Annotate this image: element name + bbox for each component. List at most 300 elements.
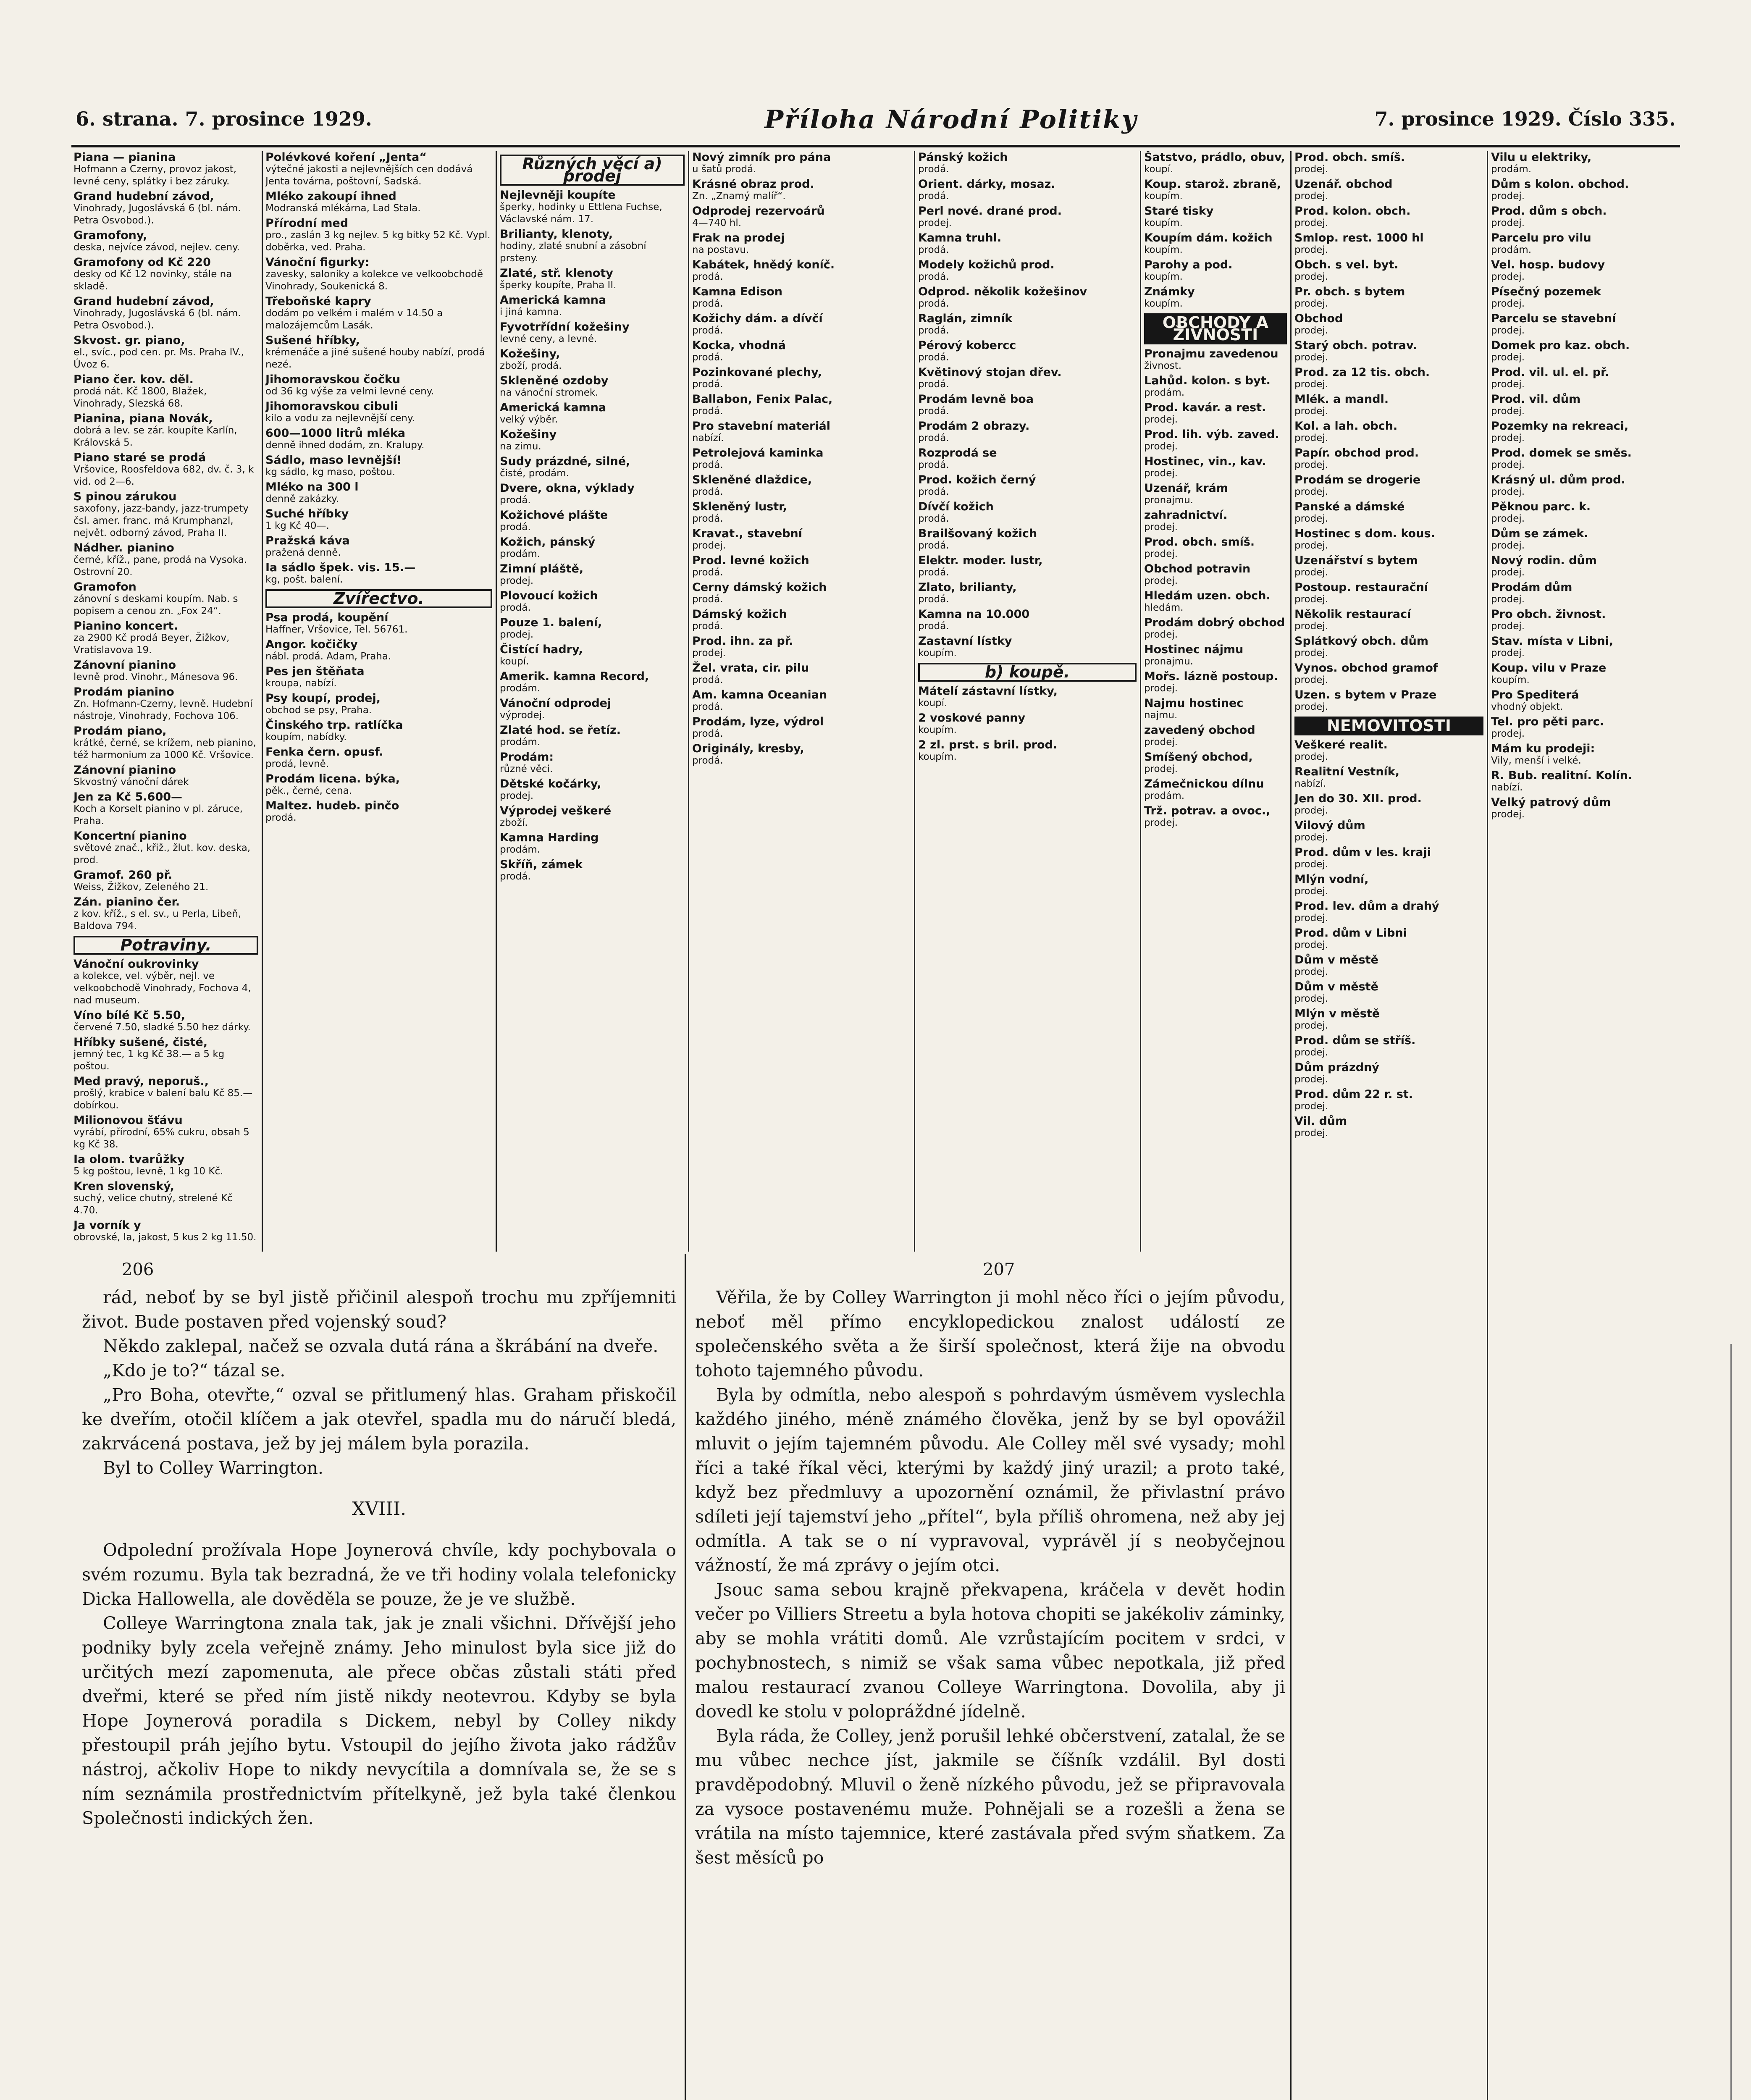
ad-body: prodej. xyxy=(1294,379,1328,390)
ad-heading: Hledám uzen. obch. xyxy=(1144,589,1271,602)
ad-heading: Pro Spediterá xyxy=(1491,688,1579,701)
ad-heading: Cerny dámský kožich xyxy=(692,581,827,594)
classified-ad xyxy=(918,178,1137,202)
story-paragraph: rád, neboť by se byl jistě přičinil alespoň trochu mu zpříjemniti život. Bude postaven před vojenský soud? xyxy=(82,1287,676,1332)
classified-ad xyxy=(1144,232,1287,256)
page-number-right: 207 xyxy=(983,1260,1015,1279)
story-paragraph: Věřila, že by Colley Warrington ji mohl něco říci o jejím původu, neboť měl přímo encyklopedickou znalost událostí ze společenského světa a že širší společnost, která žije na obvodu tohoto tajemného původu. xyxy=(695,1287,1285,1381)
classified-ad xyxy=(1294,232,1483,256)
ad-body: levně prod. Vinohr., Mánesova 96. xyxy=(74,672,238,682)
ad-heading: Kamna na 10.000 xyxy=(918,608,1030,621)
ad-heading: Piano čer. kov. děl. xyxy=(74,373,194,386)
ad-heading: Hříbky sušené, čisté, xyxy=(74,1036,208,1049)
header-date-left: 6. strana. 7. prosince 1929. xyxy=(76,108,372,130)
classified-ad xyxy=(500,563,685,587)
ad-body: kg, pošt. balení. xyxy=(265,574,343,585)
classified-ad xyxy=(1144,590,1287,614)
classified-ad xyxy=(74,1036,258,1073)
ad-body: prodej. xyxy=(1144,468,1178,479)
classified-ad xyxy=(692,393,911,417)
ad-heading: Mám ku prodeji: xyxy=(1491,742,1595,755)
classified-ad xyxy=(1294,766,1483,790)
classified-ad xyxy=(1144,643,1287,668)
classified-ad xyxy=(500,294,685,318)
ad-body: prodá. xyxy=(692,406,723,417)
classified-ad xyxy=(500,697,685,722)
ad-body: prodej. xyxy=(1491,325,1525,336)
classifieds-column-2 xyxy=(265,151,492,1252)
ad-body: pronajmu. xyxy=(1144,495,1193,506)
ad-body: prodej. xyxy=(1144,817,1178,828)
classified-ad xyxy=(74,1180,258,1217)
ad-body: dodám po velkém i malém v 14.50 a malozájemcům Lasák. xyxy=(265,308,443,331)
classified-ad xyxy=(1294,501,1483,525)
page-header xyxy=(71,105,1680,147)
ad-heading: Milionovou šťávu xyxy=(74,1114,183,1127)
ad-body: prodej. xyxy=(1294,1074,1328,1085)
classified-ad xyxy=(265,719,492,743)
ad-body: koupím, nabídky. xyxy=(265,732,347,743)
ad-body: prodá. xyxy=(918,594,949,605)
classified-ad xyxy=(500,536,685,560)
classified-ad xyxy=(1491,716,1676,740)
ad-heading: Med pravý, neporuš., xyxy=(74,1075,209,1088)
ad-body: prodej. xyxy=(1294,913,1328,924)
ad-body: na zimu. xyxy=(500,441,541,452)
classified-ad xyxy=(1491,474,1676,498)
ad-heading: Čistící hadry, xyxy=(500,643,583,656)
classified-ad xyxy=(1294,205,1483,229)
ad-heading: Panské a dámské xyxy=(1294,500,1405,513)
ad-heading: Pánský kožich xyxy=(918,151,1008,164)
ad-heading: Dům se zámek. xyxy=(1491,527,1588,540)
ad-body: el., svíc., pod cen. pr. Ms. Praha IV., Úvoz 6. xyxy=(74,347,244,370)
ad-body: prodá. xyxy=(918,406,949,417)
classified-ad xyxy=(1491,286,1676,310)
ad-body: prodá. xyxy=(918,271,949,282)
ad-heading: Splátkový obch. dům xyxy=(1294,635,1428,648)
ad-body: krémenáče a jiné sušené houby nabízí, prodá nezé. xyxy=(265,347,485,370)
classified-ad xyxy=(500,321,685,345)
section-heading: Různých věcí a) prodej xyxy=(500,155,685,186)
ad-body: zboží. xyxy=(500,817,528,828)
ad-body: prodej. xyxy=(1294,218,1328,228)
classified-ad xyxy=(1144,348,1287,372)
ad-body: prodá. xyxy=(692,701,723,712)
column-divider xyxy=(688,151,689,1252)
classified-ad xyxy=(74,334,258,371)
ad-heading: Odprodej rezervoárů xyxy=(692,205,825,218)
classified-ad xyxy=(1491,178,1676,202)
classified-ad xyxy=(74,725,258,761)
classified-ad xyxy=(1144,205,1287,229)
ad-heading: Gramofony, xyxy=(74,229,147,242)
ad-heading: Květinový stojan dřev. xyxy=(918,366,1062,379)
ad-heading: Prod. vil. dům xyxy=(1491,393,1581,406)
ad-heading: Uzenářství s bytem xyxy=(1294,554,1418,567)
classified-ad xyxy=(1294,900,1483,924)
ad-body: koupím. xyxy=(918,648,957,659)
ad-body: prodá. xyxy=(918,352,949,363)
ad-body: Modranská mlékárna, Lad Stala. xyxy=(265,203,421,214)
ad-body: prodá nát. Kč 1800, Blažek, Vinohrady, Slezská 68. xyxy=(74,386,207,409)
section-heading: Potraviny. xyxy=(74,936,258,955)
classified-ad xyxy=(265,612,492,636)
classified-ad xyxy=(500,724,685,748)
ad-heading: zavedený obchod xyxy=(1144,724,1255,737)
ad-heading: Ia olom. tvarůžky xyxy=(74,1153,185,1166)
ad-heading: Vánoční oukrovinky xyxy=(74,958,199,971)
header-date-right: 7. prosince 1929. Číslo 335. xyxy=(1374,108,1676,130)
ad-heading: Originály, kresby, xyxy=(692,742,804,755)
column-divider xyxy=(914,151,915,1252)
ad-body: dobrá a lev. se zár. koupíte Karlín, Královská 5. xyxy=(74,425,237,448)
classified-ad xyxy=(265,454,492,478)
ad-heading: Víno bílé Kč 5.50, xyxy=(74,1009,186,1022)
ad-heading: Uzen. s bytem v Praze xyxy=(1294,688,1437,701)
ad-body: prodej. xyxy=(1491,567,1525,578)
ad-heading: Am. kamna Oceanian xyxy=(692,688,827,701)
classified-ad xyxy=(74,1219,258,1244)
ad-body: pěk., černé, cena. xyxy=(265,785,352,796)
ad-heading: Tel. pro pěti parc. xyxy=(1491,715,1604,728)
ad-heading: Modely kožichů prod. xyxy=(918,258,1055,271)
classifieds-column-3 xyxy=(500,151,685,1252)
ad-body: prodá. xyxy=(500,871,531,882)
classified-ad xyxy=(1144,563,1287,587)
ad-body: prodej. xyxy=(1144,683,1178,694)
ad-heading: Zlato, brilianty, xyxy=(918,581,1017,594)
classified-ad xyxy=(918,447,1137,471)
ad-heading: Vilu u elektriky, xyxy=(1491,151,1592,164)
ad-body: živnost. xyxy=(1144,360,1182,371)
classified-ad xyxy=(1144,536,1287,560)
classified-ad xyxy=(1294,927,1483,951)
ad-body: prodá. xyxy=(692,755,723,766)
story-paragraph: Odpolední prožívala Hope Joynerová chvíle, kdy pochybovala o svém rozumu. Byla tak bezradná, že ve tři hodiny volala telefonicky Dicka Hallowella, ale dověděla se pouze, že je ve službě. xyxy=(82,1540,676,1609)
classified-ad xyxy=(1491,689,1676,713)
ad-body: prodej. xyxy=(1491,352,1525,363)
classified-ad xyxy=(1294,259,1483,283)
ad-heading: Prod. levné kožich xyxy=(692,554,809,567)
ad-body: prodá. xyxy=(692,594,723,605)
ad-heading: Mléko zakoupí ihned xyxy=(265,190,396,203)
classified-ad xyxy=(692,474,911,498)
ad-body: prodá. xyxy=(692,728,723,739)
ad-body: prodám. xyxy=(500,683,541,694)
classified-ad xyxy=(1294,819,1483,844)
classified-ad xyxy=(1294,1061,1483,1086)
classified-ad xyxy=(918,339,1137,364)
ad-heading: Fenka čern. opusf. xyxy=(265,746,383,759)
classified-ad xyxy=(1491,662,1676,686)
ad-heading: Kožešiny xyxy=(500,428,557,441)
classified-ad xyxy=(265,481,492,505)
ad-heading: Jihomoravskou cibuli xyxy=(265,400,398,413)
ad-body: za 2900 Kč prodá Beyer, Žižkov, Vratislavova 19. xyxy=(74,633,230,656)
ad-heading: Dívčí kožich xyxy=(918,500,994,513)
classified-ad xyxy=(500,617,685,641)
ad-body: prodej. xyxy=(1294,832,1328,843)
ad-body: Zn. Hofmann-Czerny, levně. Hudební nástroje, Vinohrady, Fochova 106. xyxy=(74,698,253,722)
ad-heading: Kožešiny, xyxy=(500,347,560,360)
ad-heading: Perl nové. drané prod. xyxy=(918,205,1062,218)
ad-heading: Pro obch. živnost. xyxy=(1491,608,1606,621)
ad-heading: Zámečnickou dílnu xyxy=(1144,777,1264,790)
ad-heading: Hostinec nájmu xyxy=(1144,643,1244,656)
ad-heading: Lahůd. kolon. s byt. xyxy=(1144,374,1271,387)
ad-body: najmu. xyxy=(1144,710,1178,721)
classified-ad xyxy=(692,286,911,310)
ad-heading: Brilianty, klenoty, xyxy=(500,228,613,241)
classified-ad xyxy=(74,830,258,866)
classified-ad xyxy=(1491,635,1676,659)
ad-body: prodej. xyxy=(1491,271,1525,282)
classified-ad xyxy=(1294,1115,1483,1139)
ad-heading: Kravat., stavební xyxy=(692,527,803,540)
ad-body: prodej. xyxy=(1294,567,1328,578)
classified-ad xyxy=(1294,474,1483,498)
ad-heading: Vilový dům xyxy=(1294,819,1365,832)
ad-body: koupím. xyxy=(1144,191,1183,202)
ad-heading: Prod. kožich černý xyxy=(918,473,1036,486)
ad-body: koupím. xyxy=(1144,244,1183,255)
column-divider xyxy=(1487,151,1488,2100)
ad-heading: Kocka, vhodná xyxy=(692,339,786,352)
classified-ad xyxy=(1491,151,1676,176)
column-divider xyxy=(1290,151,1292,2100)
ad-body: různé věci. xyxy=(500,764,553,774)
ad-body: prodá. xyxy=(692,379,723,390)
classified-ad xyxy=(500,428,685,453)
ad-body: prodá. xyxy=(692,486,723,497)
ad-heading: Gramofon xyxy=(74,580,137,593)
classified-ad xyxy=(265,217,492,254)
ad-heading: Skleněný lustr, xyxy=(692,500,787,513)
ad-heading: Pianino koncert. xyxy=(74,620,178,633)
ad-body: Koch a Korselt pianino v pl. záruce, Praha. xyxy=(74,803,243,827)
ad-heading: Prod. kolon. obch. xyxy=(1294,205,1411,218)
ad-heading: Prod. lev. dům a drahý xyxy=(1294,900,1439,913)
ad-heading: Hostinec s dom. kous. xyxy=(1294,527,1435,540)
ad-body: prodej. xyxy=(1294,621,1328,632)
header-title: Příloha Národní Politiky xyxy=(764,105,1138,134)
story-left-column xyxy=(82,1285,676,1830)
ad-heading: Několik restaurací xyxy=(1294,608,1411,621)
page-number-left: 206 xyxy=(122,1260,154,1279)
ad-heading: Brailšovaný kožich xyxy=(918,527,1037,540)
classified-ad xyxy=(1294,873,1483,898)
ad-heading: Prod. lih. výb. zaved. xyxy=(1144,428,1279,441)
ad-body: denně ihned dodám, zn. Kralupy. xyxy=(265,440,425,451)
ad-heading: Pes jen štěňata xyxy=(265,665,365,678)
ad-body: prodej. xyxy=(1294,805,1328,816)
ad-body: prodej. xyxy=(692,540,726,551)
ad-heading: Kamna Edison xyxy=(692,285,782,298)
ad-heading: Koncertní pianino xyxy=(74,830,187,843)
classified-ad xyxy=(74,256,258,293)
classified-ad xyxy=(500,858,685,883)
classified-ad xyxy=(1144,151,1287,176)
classified-ad xyxy=(74,686,258,722)
ad-heading: Krásné obraz prod. xyxy=(692,178,814,191)
classified-ad xyxy=(1294,662,1483,686)
ad-body: Vinohrady, Jugoslávská 6 (bl. nám. Petra Osvobod.). xyxy=(74,308,241,331)
classified-ad xyxy=(692,716,911,740)
ad-heading: Vynos. obchod gramof xyxy=(1294,662,1438,675)
ad-heading: Koup. starož. zbraně, xyxy=(1144,178,1281,191)
classified-ad xyxy=(74,581,258,617)
classified-ad xyxy=(1294,793,1483,817)
ad-heading: Prod. vil. ul. el. př. xyxy=(1491,366,1609,379)
classified-ad xyxy=(1294,420,1483,444)
classified-ad xyxy=(500,590,685,614)
ad-body: koupím. xyxy=(1144,218,1183,228)
ad-body: koupím. xyxy=(918,724,957,735)
classified-ad xyxy=(74,958,258,1007)
ad-heading: Kamna Harding xyxy=(500,831,599,844)
classified-ad xyxy=(692,554,911,579)
ad-body: prodej. xyxy=(1294,993,1328,1004)
classified-ad xyxy=(918,554,1137,579)
ad-body: prodá. xyxy=(500,602,531,613)
ad-heading: Ballabon, Fenix Palac, xyxy=(692,393,833,406)
column-divider xyxy=(496,151,497,1252)
classified-ad xyxy=(918,581,1137,606)
story-paragraph: „Kdo je to?“ tázal se. xyxy=(103,1360,286,1381)
ad-heading: Zlaté hod. se řetíz. xyxy=(500,724,621,737)
ad-body: vhodný objekt. xyxy=(1491,701,1563,712)
ad-body: prodá. xyxy=(692,352,723,363)
classified-ad xyxy=(74,491,258,539)
ad-body: prodej. xyxy=(1294,459,1328,470)
section-heading: Zvířectvo. xyxy=(265,589,492,608)
ad-heading: Prodám pianino xyxy=(74,685,174,698)
classifieds-column-6 xyxy=(1144,151,1287,1252)
ad-heading: Staré tisky xyxy=(1144,205,1214,218)
classified-ad xyxy=(1294,1088,1483,1113)
ad-body: prodá. xyxy=(918,540,949,551)
ad-heading: Sudy prázdné, silné, xyxy=(500,455,630,468)
classified-ad xyxy=(500,832,685,856)
classified-ad xyxy=(500,375,685,399)
classified-ad xyxy=(1144,670,1287,695)
classified-ad xyxy=(1491,420,1676,444)
classified-ad xyxy=(1294,151,1483,176)
ad-body: jemný tec, 1 kg Kč 38.— a 5 kg poštou. xyxy=(74,1049,225,1072)
classified-ad xyxy=(692,608,911,633)
classified-ad xyxy=(918,608,1137,633)
classified-ad xyxy=(692,743,911,767)
classified-ad xyxy=(74,229,258,254)
classified-ad xyxy=(1144,402,1287,426)
ad-heading: Známky xyxy=(1144,285,1195,298)
ad-heading: Prodám levně boa xyxy=(918,393,1034,406)
classified-ad xyxy=(1144,617,1287,641)
ad-body: prodej. xyxy=(1491,298,1525,309)
ad-heading: Smlop. rest. 1000 hl xyxy=(1294,231,1424,244)
ad-body: prodej. xyxy=(1294,433,1328,444)
ad-heading: Maltez. hudeb. pinčo xyxy=(265,799,399,812)
classified-ad xyxy=(1491,608,1676,633)
classified-ad xyxy=(692,689,911,713)
ad-heading: Vil. dům xyxy=(1294,1115,1347,1128)
classified-ad xyxy=(1294,1034,1483,1059)
classified-ad xyxy=(1491,796,1676,821)
classified-ad xyxy=(1491,259,1676,283)
ad-body: prodej. xyxy=(500,575,534,586)
classified-ad xyxy=(1294,689,1483,713)
chapter-heading: XVIII. xyxy=(352,1498,407,1520)
classified-ad xyxy=(74,1114,258,1151)
ad-body: kroupa, nabízí. xyxy=(265,678,337,689)
ad-body: prodá. xyxy=(692,567,723,578)
ad-body: kg sádlo, kg maso, poštou. xyxy=(265,467,396,478)
classified-ad xyxy=(500,805,685,829)
ad-heading: Starý obch. potrav. xyxy=(1294,339,1417,352)
ad-body: prodám. xyxy=(500,737,541,748)
ad-body: prodám. xyxy=(1491,164,1532,175)
classified-ad xyxy=(918,205,1137,229)
ad-body: prodá. xyxy=(918,513,949,524)
ad-body: nabízí. xyxy=(1491,782,1523,793)
ad-body: prodá. xyxy=(692,675,723,685)
ad-heading: Prod. dům se stříš. xyxy=(1294,1034,1416,1047)
story-paragraph: Colleye Warringtona znala tak, jak je znali všichni. Dřívější jeho podniky byly zcela veřejně známy. Jeho minulost byla sice již do určitých mezí zapomenuta, ale přece občas zůstali státi před dveřmi, které se před ním jistě nikdy neotevrou. Kdyby se byla Hope Joynerová poradila s Dickem, nebyl by Colley nikdy přestoupil práh jejího bytu. Vstoupil do jejího života jako rádžův nástroj, ačkoliv Hope to nikdy nevycítila a domnívala se, že se s ním seznámila prostřednictvím přítelkyně, jež byla také členkou Společnosti indických žen. xyxy=(82,1613,676,1828)
story-paragraph: Byla by odmítla, nebo alespoň s pohrdavým úsměvem vyslechla každého jiného, méně známého člověka, jenž by se byl opovážil mluvit o jejím tajemném původu. Ale Colley měl své vysady; mohl říci a také říkal věci, kterými by každý jiný urazil; a proto také, když bez předmluvy a upozornění oznámil, že přivlastní právo sdíleti její tajemství jeho „přítel“, byla příliš ohromena, než aby jej odmítla. A tak se o ní vypravoval, vyprávěl jí s neobyčejnou vážností, že má zprávy o jejím otci. xyxy=(695,1385,1285,1575)
ad-body: prodám. xyxy=(1491,244,1532,255)
ad-heading: Petrolejová kaminka xyxy=(692,446,824,459)
classified-ad xyxy=(500,455,685,480)
ad-heading: Skvost. gr. piano, xyxy=(74,334,185,347)
ad-heading: Prod. ihn. za př. xyxy=(692,635,793,648)
classifieds-column-1 xyxy=(74,151,258,1252)
ad-body: prodej. xyxy=(1491,433,1525,444)
ad-body: prodá. xyxy=(918,379,949,390)
classified-ad xyxy=(918,501,1137,525)
column-divider xyxy=(262,151,263,1252)
ad-body: prodej. xyxy=(1144,522,1178,533)
ad-body: prodej. xyxy=(1294,298,1328,309)
classified-ad xyxy=(1294,366,1483,391)
classified-ad xyxy=(265,508,492,532)
ad-heading: Kol. a lah. obch. xyxy=(1294,420,1398,433)
ad-body: zavesky, saloniky a kolekce ve velkoobchodě Vinohrady, Soukenická 8. xyxy=(265,269,483,292)
ad-heading: Vánoční figurky: xyxy=(265,256,370,269)
classified-ad xyxy=(1294,739,1483,763)
ad-heading: Gramof. 260 př. xyxy=(74,869,173,882)
ad-body: prodej. xyxy=(1294,594,1328,605)
classified-ad xyxy=(74,190,258,227)
ad-body: prodá. xyxy=(500,522,531,533)
ad-heading: Veškeré realit. xyxy=(1294,738,1388,751)
classified-ad xyxy=(918,635,1137,659)
ad-heading: Ja vorník y xyxy=(74,1219,141,1232)
classified-ad xyxy=(500,482,685,507)
ad-body: prodá. xyxy=(692,459,723,470)
ad-body: i jiná kamna. xyxy=(500,307,562,318)
margin-rule xyxy=(1730,1344,1736,2100)
ad-heading: Šatstvo, prádlo, obuv, xyxy=(1144,151,1285,164)
ad-heading: Skleněné dlaždice, xyxy=(692,473,812,486)
ad-body: Vily, menší i velké. xyxy=(1491,755,1581,766)
classified-ad xyxy=(1144,286,1287,310)
classified-ad xyxy=(1294,286,1483,310)
classified-ad xyxy=(1144,428,1287,453)
ad-heading: Zán. pianino čer. xyxy=(74,895,180,908)
ad-body: od 36 kg výše za velmi levné ceny. xyxy=(265,386,434,397)
ad-body: 5 kg poštou, levně, 1 kg 10 Kč. xyxy=(74,1166,223,1177)
